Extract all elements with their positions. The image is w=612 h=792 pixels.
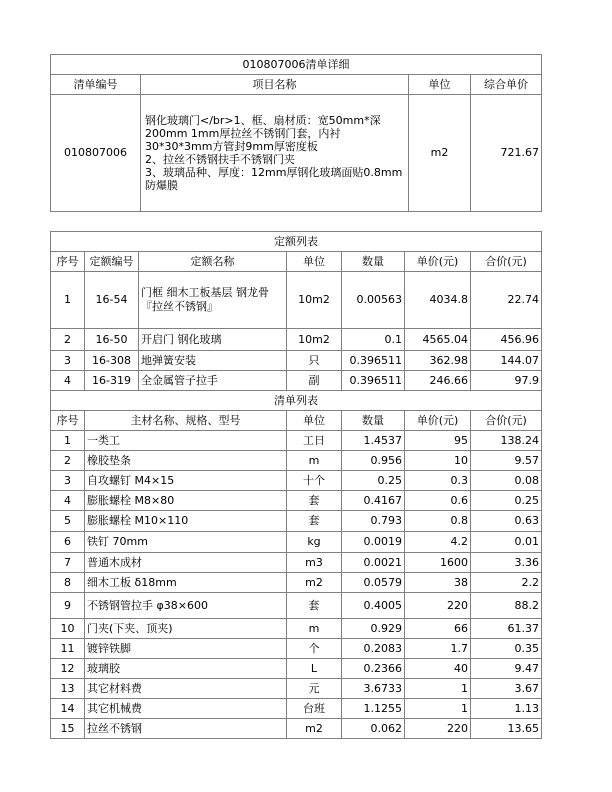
material-no: 14 <box>51 699 85 719</box>
material-qty: 3.6733 <box>342 679 405 699</box>
material-row <box>51 679 542 699</box>
material-price: 40 <box>405 659 471 679</box>
material-unit: m3 <box>287 553 342 573</box>
material-unit: 套 <box>287 511 342 532</box>
material-price: 10 <box>405 451 471 471</box>
material-qty: 0.929 <box>342 619 405 639</box>
quota-total: 97.9 <box>471 371 542 391</box>
item-description <box>141 95 409 212</box>
material-name: 橡胶垫条 <box>85 451 287 471</box>
item-desc-line: 30*30*3mm方管封9mm厚密度板 <box>145 140 318 153</box>
quota-price: 362.98 <box>405 351 471 371</box>
material-price: 4.2 <box>405 532 471 553</box>
quota-row <box>51 351 542 371</box>
material-total: 0.25 <box>471 491 542 511</box>
quota-qty: 0.396511 <box>342 371 405 391</box>
material-price: 0.6 <box>405 491 471 511</box>
quota-total: 144.07 <box>471 351 542 371</box>
item-desc-line: 200mm 1mm厚拉丝不锈钢门套，内衬 <box>145 127 341 140</box>
material-total: 0.63 <box>471 511 542 532</box>
material-name: 不锈钢管拉手 φ38×600 <box>85 593 287 619</box>
quota-total: 22.74 <box>471 272 542 329</box>
material-qty: 0.793 <box>342 511 405 532</box>
material-row <box>51 471 542 491</box>
quota-name: 全金属管子拉手 <box>139 371 287 391</box>
material-no: 6 <box>51 532 85 553</box>
material-price: 1600 <box>405 553 471 573</box>
material-name: 玻璃胶 <box>85 659 287 679</box>
quota-unit: 10m2 <box>287 329 342 351</box>
material-col-price: 单价(元) <box>405 411 471 431</box>
material-unit: 十个 <box>287 471 342 491</box>
material-name: 其它机械费 <box>85 699 287 719</box>
material-row <box>51 699 542 719</box>
material-qty: 0.4005 <box>342 593 405 619</box>
quota-qty: 0.1 <box>342 329 405 351</box>
material-total: 9.57 <box>471 451 542 471</box>
quota-code: 16-319 <box>85 371 139 391</box>
material-price: 66 <box>405 619 471 639</box>
material-row <box>51 619 542 639</box>
material-no: 5 <box>51 511 85 532</box>
material-qty: 0.0021 <box>342 553 405 573</box>
material-price: 1.7 <box>405 639 471 659</box>
material-total: 2.2 <box>471 573 542 593</box>
item-desc-line: 2、拉丝不锈钢扶手不锈钢门夹 <box>145 153 295 166</box>
material-row <box>51 511 542 532</box>
material-price: 0.8 <box>405 511 471 532</box>
material-qty: 0.2083 <box>342 639 405 659</box>
material-price: 220 <box>405 719 471 739</box>
material-unit: m2 <box>287 719 342 739</box>
material-col-name: 主材名称、规格、型号 <box>85 411 287 431</box>
material-qty: 0.2366 <box>342 659 405 679</box>
material-no: 9 <box>51 593 85 619</box>
material-price: 1 <box>405 699 471 719</box>
material-no: 12 <box>51 659 85 679</box>
material-unit: 元 <box>287 679 342 699</box>
material-unit: m2 <box>287 573 342 593</box>
material-total: 3.67 <box>471 679 542 699</box>
quota-row <box>51 371 542 391</box>
material-name: 一类工 <box>85 431 287 451</box>
material-no: 10 <box>51 619 85 639</box>
material-name: 铁钉 70mm <box>85 532 287 553</box>
material-qty: 0.062 <box>342 719 405 739</box>
material-section-title: 清单列表 <box>51 391 542 411</box>
material-no: 8 <box>51 573 85 593</box>
material-price: 1 <box>405 679 471 699</box>
quota-row <box>51 329 542 351</box>
quota-col-no: 序号 <box>51 252 85 272</box>
material-col-qty: 数量 <box>342 411 405 431</box>
material-no: 7 <box>51 553 85 573</box>
material-total: 88.2 <box>471 593 542 619</box>
material-row <box>51 639 542 659</box>
quota-qty: 0.396511 <box>342 351 405 371</box>
quota-no: 4 <box>51 371 85 391</box>
quota-qty: 0.00563 <box>342 272 405 329</box>
quota-name-line: 门框 细木工板基层 钢龙骨 <box>141 286 269 300</box>
material-unit: kg <box>287 532 342 553</box>
material-unit: 套 <box>287 593 342 619</box>
material-no: 13 <box>51 679 85 699</box>
material-no: 11 <box>51 639 85 659</box>
material-unit: 套 <box>287 491 342 511</box>
material-name: 镀锌铁脚 <box>85 639 287 659</box>
material-no: 2 <box>51 451 85 471</box>
quota-header-row <box>51 252 542 272</box>
material-qty: 0.956 <box>342 451 405 471</box>
quota-unit: 只 <box>287 351 342 371</box>
material-name: 膨胀螺栓 M8×80 <box>85 491 287 511</box>
quota-no: 3 <box>51 351 85 371</box>
item-price: 721.67 <box>471 95 542 212</box>
quota-col-code: 定额编号 <box>85 252 139 272</box>
material-unit: 个 <box>287 639 342 659</box>
material-name: 拉丝不锈钢 <box>85 719 287 739</box>
material-qty: 1.1255 <box>342 699 405 719</box>
page-title: 010807006清单详细 <box>51 55 542 75</box>
material-qty: 0.4167 <box>342 491 405 511</box>
quota-name: 地弹簧安装 <box>139 351 287 371</box>
quota-price: 246.66 <box>405 371 471 391</box>
material-row <box>51 659 542 679</box>
bill-detail-table <box>50 54 542 212</box>
material-qty: 0.0579 <box>342 573 405 593</box>
material-total: 138.24 <box>471 431 542 451</box>
material-no: 1 <box>51 431 85 451</box>
quota-code: 16-54 <box>85 272 139 329</box>
quota-unit: 副 <box>287 371 342 391</box>
quota-name <box>139 272 287 329</box>
quota-no: 1 <box>51 272 85 329</box>
header-unit: 单位 <box>409 75 471 95</box>
material-total: 61.37 <box>471 619 542 639</box>
material-no: 3 <box>51 471 85 491</box>
material-total: 0.01 <box>471 532 542 553</box>
material-qty: 1.4537 <box>342 431 405 451</box>
material-price: 220 <box>405 593 471 619</box>
material-row <box>51 719 542 739</box>
quota-col-price: 单价(元) <box>405 252 471 272</box>
quota-name: 开启门 钢化玻璃 <box>139 329 287 351</box>
material-unit: m <box>287 451 342 471</box>
quota-total: 456.96 <box>471 329 542 351</box>
material-total: 1.13 <box>471 699 542 719</box>
quota-col-name: 定额名称 <box>139 252 287 272</box>
item-code: 010807006 <box>51 95 141 212</box>
quota-section-title: 定额列表 <box>51 232 542 252</box>
material-total: 3.36 <box>471 553 542 573</box>
material-total: 13.65 <box>471 719 542 739</box>
quota-col-unit: 单位 <box>287 252 342 272</box>
material-header-row <box>51 411 542 431</box>
quota-col-total: 合价(元) <box>471 252 542 272</box>
material-price: 0.3 <box>405 471 471 491</box>
material-total: 9.47 <box>471 659 542 679</box>
quota-unit: 10m2 <box>287 272 342 329</box>
material-name: 普通木成材 <box>85 553 287 573</box>
item-desc-line: 钢化玻璃门</br>1、框、扇材质：宽50mm*深 <box>145 114 381 127</box>
material-price: 95 <box>405 431 471 451</box>
material-unit: 台班 <box>287 699 342 719</box>
material-qty: 0.25 <box>342 471 405 491</box>
item-unit: m2 <box>409 95 471 212</box>
material-name: 细木工板 δ18mm <box>85 573 287 593</box>
material-row <box>51 553 542 573</box>
quota-row <box>51 272 542 329</box>
material-unit: m <box>287 619 342 639</box>
material-row <box>51 491 542 511</box>
material-unit: 工日 <box>287 431 342 451</box>
material-row <box>51 573 542 593</box>
item-header-row <box>51 75 542 95</box>
material-qty: 0.0019 <box>342 532 405 553</box>
quota-price: 4034.8 <box>405 272 471 329</box>
material-total: 0.35 <box>471 639 542 659</box>
material-col-unit: 单位 <box>287 411 342 431</box>
material-price: 38 <box>405 573 471 593</box>
quota-code: 16-308 <box>85 351 139 371</box>
item-desc-line: 3、玻璃品种、厚度：12mm厚钢化玻璃面贴0.8mm <box>145 166 403 179</box>
material-no: 15 <box>51 719 85 739</box>
material-row <box>51 431 542 451</box>
header-code: 清单编号 <box>51 75 141 95</box>
quota-no: 2 <box>51 329 85 351</box>
quota-code: 16-50 <box>85 329 139 351</box>
quota-price: 4565.04 <box>405 329 471 351</box>
material-name: 门夹(下夹、顶夹) <box>85 619 287 639</box>
material-name: 膨胀螺栓 M10×110 <box>85 511 287 532</box>
material-row <box>51 593 542 619</box>
header-price: 综合单价 <box>471 75 542 95</box>
material-unit: L <box>287 659 342 679</box>
material-row <box>51 532 542 553</box>
material-name: 其它材料费 <box>85 679 287 699</box>
item-row <box>51 95 542 212</box>
material-col-no: 序号 <box>51 411 85 431</box>
quota-name-line: 『拉丝不锈钢』 <box>141 300 218 313</box>
material-total: 0.08 <box>471 471 542 491</box>
quota-and-material-table <box>50 231 542 739</box>
material-name: 自攻螺钉 M4×15 <box>85 471 287 491</box>
material-col-total: 合价(元) <box>471 411 542 431</box>
material-no: 4 <box>51 491 85 511</box>
material-rows <box>51 431 542 739</box>
quota-col-qty: 数量 <box>342 252 405 272</box>
material-row <box>51 451 542 471</box>
item-desc-line: 防爆膜 <box>145 179 178 192</box>
header-name: 项目名称 <box>141 75 409 95</box>
